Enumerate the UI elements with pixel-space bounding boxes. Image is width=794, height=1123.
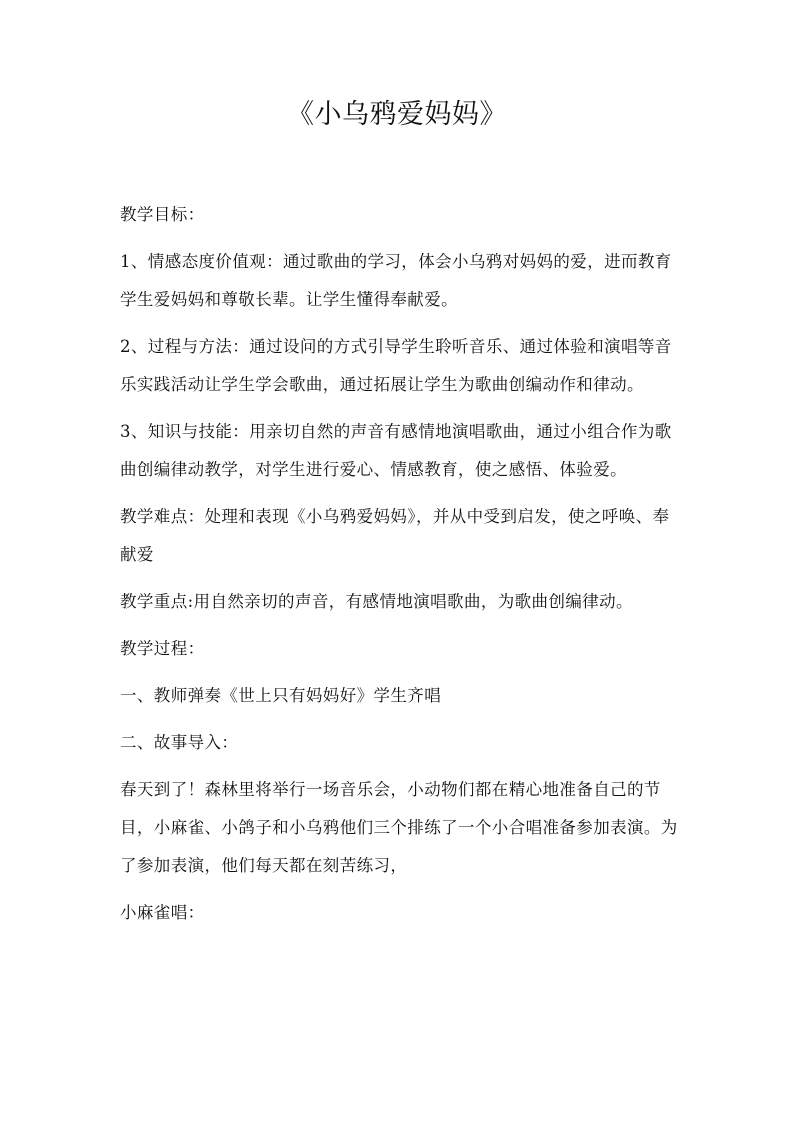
process-step-2: 二、故事导入：	[120, 733, 239, 752]
process-step-1: 一、教师弹奏《世上只有妈妈好》学生齐唱	[120, 686, 442, 705]
section-heading-objectives: 教学目标：	[120, 205, 205, 224]
objective-item-1: 1、情感态度价值观：通过歌曲的学习，体会小乌鸦对妈妈的爱，进而教育学生爱妈妈和尊敬长辈。让学生懂得奉献爱。	[120, 252, 672, 309]
story-paragraph: 春天到了！森林里将举行一场音乐会，小动物们都在精心地准备自己的节目，小麻雀、小鸽子和小乌鸦他们三个排练了一个小合唱准备参加表演。为了参加表演，他们每天都在刻苦练习，	[120, 780, 678, 875]
teaching-difficulty: 教学难点：处理和表现《小乌鸦爱妈妈》，并从中受到启发，使之呼唤、奉献爱	[120, 507, 670, 564]
teaching-focus: 教学重点:用自然亲切的声音，有感情地演唱歌曲，为歌曲创编律动。	[120, 592, 633, 611]
objective-item-3: 3、知识与技能：用亲切自然的声音有感情地演唱歌曲，通过小组合作为歌曲创编律动教学，对学生进行爱心、情感教育，使之感悟、体验爱。	[120, 422, 672, 479]
document-title: 《小乌鸦爱妈妈》	[287, 99, 507, 130]
document-body	[120, 196, 678, 941]
section-heading-process: 教学过程：	[120, 639, 205, 658]
story-line-sparrow: 小麻雀唱：	[120, 903, 205, 922]
objective-item-2: 2、过程与方法：通过设问的方式引导学生聆听音乐、通过体验和演唱等音乐实践活动让学生学会歌曲，通过拓展让学生为歌曲创编动作和律动。	[120, 337, 672, 394]
